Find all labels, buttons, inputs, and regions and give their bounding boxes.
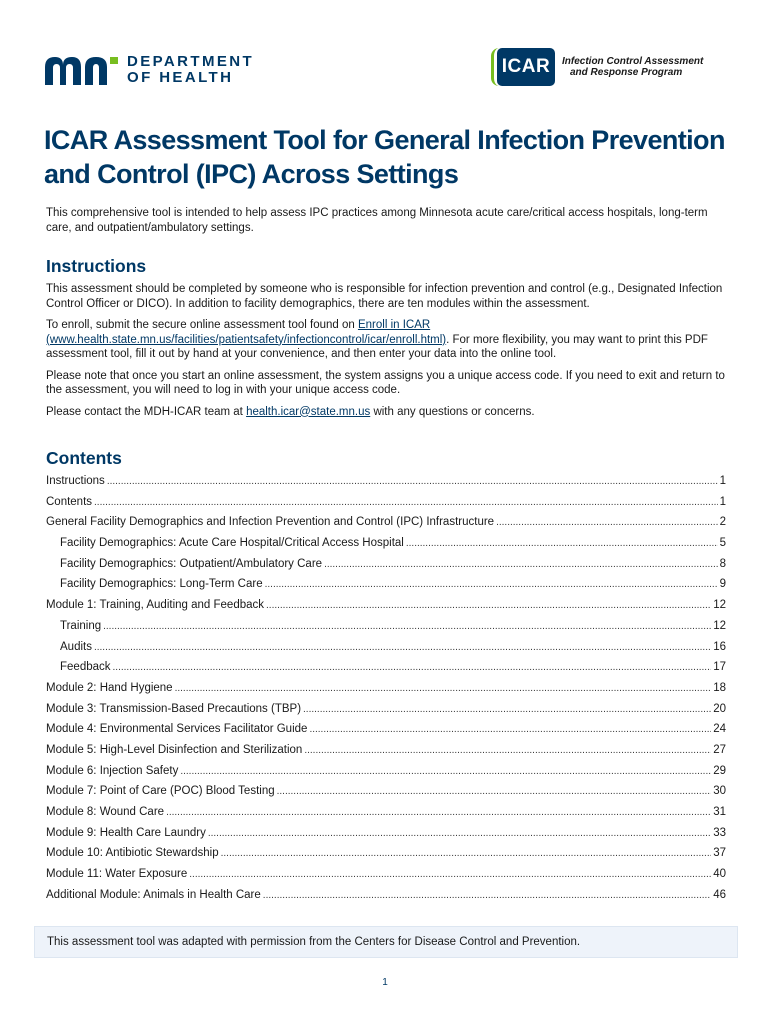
email-link[interactable]: health.icar@state.mn.us <box>246 405 371 418</box>
toc-entry[interactable] <box>46 599 726 620</box>
toc-entry-title: Module 11: Water Exposure <box>46 868 188 881</box>
enroll-link[interactable]: Enroll in ICAR (www.health.state.mn.us/facilities/patientsafety/infectioncontrol/icar/enroll.html) <box>46 319 447 346</box>
toc-entry-page: 20 <box>713 702 726 715</box>
toc-entry[interactable] <box>46 620 726 641</box>
instructions-body <box>46 282 736 426</box>
mdh-line2: OF HEALTH <box>127 69 234 86</box>
instructions-paragraph-2 <box>46 318 736 362</box>
icar-program-name <box>562 56 703 78</box>
toc-entry-title: Module 3: Transmission-Based Precautions (TBP) <box>46 702 302 715</box>
toc-entry[interactable] <box>46 578 726 599</box>
attribution-text: This assessment tool was adapted with permission from the Centers for Disease Control and Prevention. <box>47 936 581 948</box>
toc-entry-title: Feedback <box>60 661 111 674</box>
toc-leader-dots <box>107 476 718 487</box>
toc-leader-dots <box>303 704 711 715</box>
toc-entry-title: Module 6: Injection Safety <box>46 764 179 777</box>
toc-entry-title: Module 10: Antibiotic Stewardship <box>46 847 219 860</box>
toc-entry-title: Module 8: Wound Care <box>46 806 165 818</box>
toc-entry[interactable] <box>46 475 726 496</box>
toc-leader-dots <box>406 538 718 549</box>
toc-entry[interactable] <box>46 847 726 868</box>
instructions-text: . For more flexibility, you may want to print this PDF assessment tool, fill it out by hand at your convenience, and then enter your data into the online tool. <box>46 333 708 360</box>
toc-entry[interactable] <box>46 827 726 848</box>
toc-leader-dots <box>309 724 711 735</box>
toc-leader-dots <box>113 662 712 673</box>
toc-leader-dots <box>265 579 718 590</box>
instructions-text: To enroll, submit the secure online assessment tool found on <box>46 319 358 331</box>
toc-entry-title: Module 1: Training, Auditing and Feedback <box>46 599 265 612</box>
toc-entry-page: 12 <box>713 619 726 632</box>
toc-entry-title: Module 7: Point of Care (POC) Blood Testing <box>46 785 275 798</box>
toc-entry-page: 29 <box>713 764 726 777</box>
toc-leader-dots <box>94 497 718 508</box>
toc-entry[interactable] <box>46 868 726 889</box>
mdh-logo <box>45 52 254 88</box>
toc-entry-page: 24 <box>713 723 726 736</box>
toc-entry-page: 5 <box>719 537 726 550</box>
toc-entry-title: Module 2: Hand Hygiene <box>46 681 173 694</box>
mdh-line1: DEPARTMENT <box>127 53 255 70</box>
toc-entry-title: Additional Module: Animals in Health Care <box>46 888 261 901</box>
intro-paragraph: This comprehensive tool is intended to help assess IPC practices among Minnesota acute care/critical access hospitals, long-term care, and outpatient/ambulatory settings. <box>46 207 708 234</box>
toc-leader-dots <box>266 600 711 611</box>
toc-entry-page: 2 <box>719 516 726 529</box>
toc-entry[interactable] <box>46 889 726 910</box>
toc-entry[interactable] <box>46 516 726 537</box>
toc-entry-title: Audits <box>60 640 92 653</box>
toc-entry-page: 40 <box>713 868 726 881</box>
toc-leader-dots <box>94 642 711 653</box>
toc-entry[interactable] <box>46 744 726 765</box>
toc-leader-dots <box>304 745 711 756</box>
toc-leader-dots <box>277 786 712 797</box>
toc-leader-dots <box>221 848 712 859</box>
toc-entry-page: 9 <box>719 578 726 591</box>
mdh-wordmark <box>127 54 254 86</box>
instructions-paragraph-4 <box>46 405 736 420</box>
toc-entry-page: 31 <box>713 806 726 818</box>
toc-entry-page: 27 <box>713 743 726 756</box>
toc-entry-page: 1 <box>719 495 726 508</box>
toc-entry-page: 37 <box>713 847 726 860</box>
page-number: 1 <box>382 977 388 988</box>
mn-logo-icon <box>45 55 119 85</box>
icar-line1: Infection Control Assessment <box>562 56 704 67</box>
toc-leader-dots <box>175 683 712 694</box>
toc-entry[interactable] <box>46 806 726 827</box>
toc-entry-page: 30 <box>713 785 726 798</box>
toc-entry[interactable] <box>46 641 726 662</box>
toc-entry-page: 17 <box>713 661 726 674</box>
toc-entry[interactable] <box>46 765 726 786</box>
toc-leader-dots <box>180 766 711 777</box>
toc-entry[interactable] <box>46 682 726 703</box>
toc-entry[interactable] <box>46 496 726 517</box>
icar-line2: and Response Program <box>570 67 683 78</box>
toc-entry-page: 16 <box>713 640 726 653</box>
toc-entry-page: 33 <box>713 826 726 839</box>
toc-entry-page: 46 <box>713 888 726 901</box>
icar-logo <box>497 48 703 86</box>
toc-entry-page: 12 <box>713 599 726 612</box>
toc-entry-title: Training <box>60 619 102 632</box>
toc-entry[interactable] <box>46 723 726 744</box>
toc-entry-title: Contents <box>46 495 93 508</box>
toc-entry-title: Facility Demographics: Long-Term Care <box>60 578 263 591</box>
contents-heading: Contents <box>46 448 122 468</box>
instructions-heading: Instructions <box>46 256 147 276</box>
instructions-paragraph-3: Please note that once you start an online assessment, the system assigns you a unique access code. If you need to exit and return to the assessment, you will need to log in with your unique access code. <box>46 369 725 396</box>
toc-entry-page: 18 <box>713 681 726 694</box>
table-of-contents <box>46 475 726 909</box>
instructions-text: Please contact the MDH-ICAR team at <box>46 405 247 418</box>
toc-entry-title: Facility Demographics: Acute Care Hospital/Critical Access Hospital <box>60 537 404 550</box>
toc-entry-title: Module 4: Environmental Services Facilitator Guide <box>46 723 308 736</box>
attribution-note <box>34 926 738 958</box>
toc-entry[interactable] <box>46 661 726 682</box>
toc-leader-dots <box>496 517 718 528</box>
toc-entry-page: 1 <box>719 475 726 487</box>
toc-entry-title: Module 9: Health Care Laundry <box>46 826 206 839</box>
toc-entry-title: Instructions <box>46 475 105 487</box>
toc-entry[interactable] <box>46 785 726 806</box>
toc-leader-dots <box>189 869 711 880</box>
document-title: ICAR Assessment Tool for General Infection Prevention and Control (IPC) Across Settings <box>44 125 725 189</box>
toc-entry-page: 8 <box>719 557 726 570</box>
toc-leader-dots <box>166 807 711 818</box>
toc-leader-dots <box>324 559 718 570</box>
toc-entry-title: General Facility Demographics and Infection Prevention and Control (IPC) Infrastructure <box>46 516 495 529</box>
toc-entry-title: Module 5: High-Level Disinfection and Sterilization <box>46 743 303 756</box>
toc-entry[interactable] <box>46 558 726 579</box>
toc-leader-dots <box>208 828 711 839</box>
instructions-paragraph-1: This assessment should be completed by someone who is responsible for infection prevention and control (e.g., Designated Infection Control Officer or DICO). In addition to facility demographics, there are ten modules within the assessment. <box>46 283 723 310</box>
icar-badge: ICAR <box>497 48 555 86</box>
instructions-text: with any questions or concerns. <box>370 405 535 418</box>
toc-leader-dots <box>263 890 711 901</box>
toc-leader-dots <box>103 621 711 632</box>
toc-entry[interactable] <box>46 703 726 724</box>
toc-entry-title: Facility Demographics: Outpatient/Ambulatory Care <box>60 557 323 570</box>
toc-entry[interactable] <box>46 537 726 558</box>
